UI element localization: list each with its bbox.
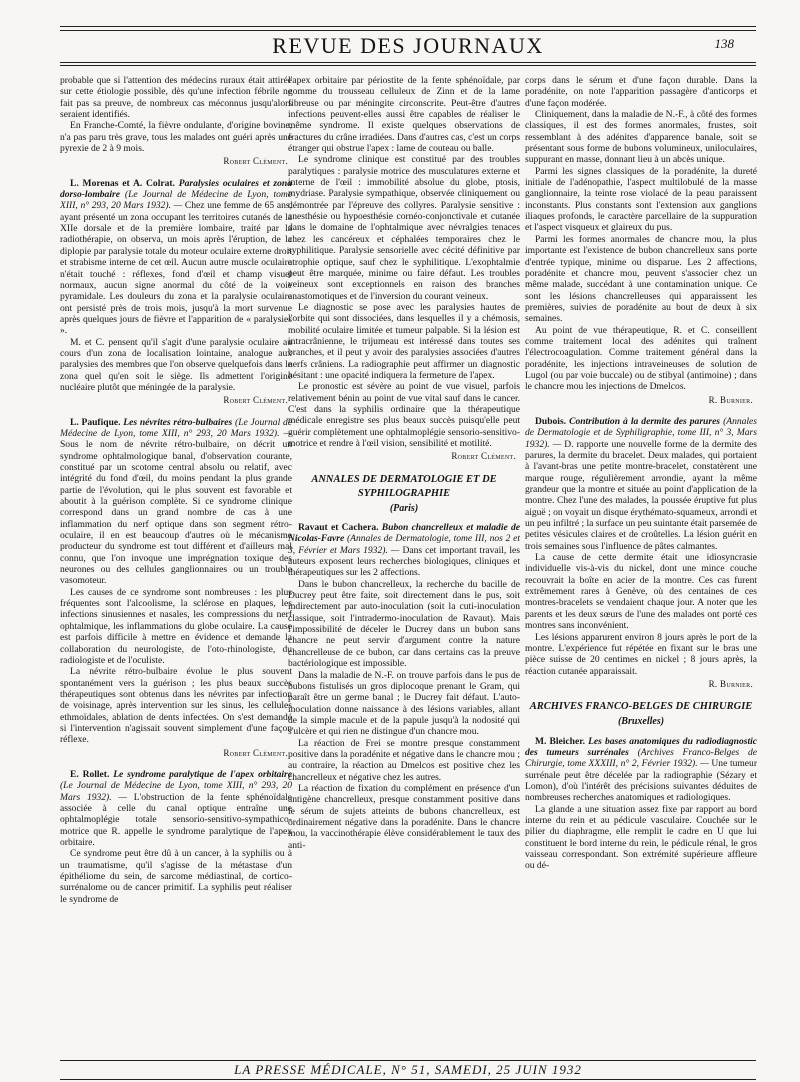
signature: Robert Clément.	[223, 156, 288, 167]
section-place: (Bruxelles)	[617, 716, 665, 728]
paragraph: Dans la maladie de N.-F. on trouve parfois dans le pus de bubons fistulisés un gros diplocoque prenant le Gram, qui paraît être un germe banal ; le Ducrey fait défaut. L'auto-inoculation donne naissance à des lésions variables, allant de la simple macule et de la papule jusqu'à la nodosité qui s'ulcère et qui rien ne distingue d'un chancre mou.	[288, 669, 520, 738]
article-reference: (Le Journal de Médecine de Lyon, tome XIII, n° 293, 20 Mars 1932). —	[60, 416, 292, 439]
article-text: Dans cet important travail, les auteurs exposent leurs recherches biologiques, cliniques et thérapeutiques sur les 2 affections.	[288, 544, 520, 579]
paragraph: Parmi les signes classiques de la poradénite, la dureté initiale de l'adénopathie, l'aspect multilobulé de la masse ganglionnaire, la teinte rose violacé de la peau paraissent inconstants. Plus constants sont l'extension aux ganglions iliaques profonds, le caractère parcellaire de la suppuration et l'aspect visqueux et glaireux du pus.	[525, 165, 757, 234]
signature: Robert Clément.	[223, 747, 288, 758]
paragraph: Le diagnostic se pose avec les paralysies hautes de l'orbite qui sont dissociées, dans lesquelles il y a chémosis, mobilité oculaire limitée et tumeur palpable. Si la lésion est intracrânienne, le trijumeau est intéressé dans toutes ses branches, et il peut y avoir des paralysies associées d'autres nerfs crâniens. La radiographie peut affirmer un diagnostic hésitant : une opacité indiquera la fermeture de l'apex.	[288, 301, 520, 381]
page-footer: LA PRESSE MÉDICALE, N° 51, SAMEDI, 25 JUIN 1932	[234, 1062, 582, 1077]
paragraph: La cause de cette dermite était une idiosyncrasie individuelle vis-à-vis du nickel, dont une mince couche recouvrait la boîte en acier de la montre. Ces cas furent extrêmement rares à Genève, où des centaines de ces montres-bracelets se vendaient chaque jour. A noter que les parents et les deux sœurs de l'une des malades ont porté ces montres sans inconvénient.	[525, 552, 757, 632]
article-header	[525, 736, 757, 804]
article-text: L'obstruction de la fente sphénoïdale associée à celle du canal optique entraîne une ophtalmoplégie totale sensorio-sensitivo-sympathico-motrice que R. appelle le syndrome paralytique de l'apex orbitaire.	[60, 791, 292, 848]
signature: R. Burnier.	[708, 678, 753, 689]
page-number: 138	[714, 36, 734, 51]
article-text: Une tumeur surrénale peut être décelée par la radiographie (Sézary et Lomon), d'où l'intérêt des précisions suivantes déduites de nombreuses recherches anatomiques et radiologiques.	[525, 758, 757, 804]
paragraph: Dans le bubon chancrelleux, la recherche du bacille de Ducrey peut être faite, soit directement dans le pus, soit indirectement par auto-inoculation (soit la cuti-inoculation classique, soit l'intradermo-inoculation de Ravaut). Mais l'impossibilité de déceler le Ducrey dans un bubon sans chancre ne peut servir d'argument contre la nature chancrelleuse de ce bubon, car dans certains cas la preuve bactériologique est impossible.	[288, 578, 520, 670]
article-authors: L. Paufique.	[70, 416, 121, 428]
paragraph: Les lésions apparurent environ 8 jours après le port de la montre. L'expérience fut répétée en fixant sur le bras une pièce suisse de 20 centimes en nickel ; 8 jours après, la réaction cutanée apparaissait.	[525, 631, 757, 677]
article-title: Contribution à la dermite des parures	[569, 415, 721, 427]
signature: Robert Clément.	[223, 395, 288, 406]
paragraph: En Franche-Comté, la fièvre ondulante, d'origine bovine, n'a pas paru très grave, tous les malades ont guéri après une pyrexie de 2 à 9 mois.	[60, 120, 292, 155]
footer-rule-bottom	[60, 1079, 756, 1080]
article-authors: Dubois.	[535, 415, 567, 427]
paragraph: La réaction de fixation du complément en présence d'un antigène chancrelleux, presque constamment positive dans le sérum de sujets atteints de bubons chancrelleux, est ordinairement négative dans la poradénite. Dans le chancre mou, la vaccinothérapie élève considérablement le taux des anti-	[288, 782, 520, 851]
article-title: Bubon chancrelleux et maladie de Nicolas-Favre	[288, 522, 520, 545]
paragraph: Parmi les formes anormales de chancre mou, la plus importante est l'existence de bubon chancrelleux sans porte d'entrée typique, minime ou disparue. Les 2 affections, poradénite et chancre mou, peuvent s'associer chez un même malade, succédant à une contamination unique. Ce sont les lésions chancrelleuses qui apparaissent les premières, suivies de poradénite au bout de deux à six semaines.	[525, 233, 757, 325]
paragraph: La réaction de Frei se montre presque constamment positive dans la poradénite et négative dans le chancre mou ; au contraire, la réaction au Dmelcos est positive chez les chancrelleux et négative chez les autres.	[288, 737, 520, 783]
paragraph: l'apex orbitaire par périostite de la fente sphénoïdale, par gomme du trousseau celluleux de Zinn et de la lame fibreuse ou par méningite circonscrite. Peut-être d'autres infections peuvent-elles aussi être capables de réaliser le même syndrome. Il existe quelques observations de fractures du crâne irradiées. Dans d'autres cas, c'est un corps étranger qui obstrue l'apex : lame de couteau ou balle.	[288, 75, 520, 155]
signature: Robert Clément.	[451, 451, 516, 462]
header-rule-top	[60, 26, 756, 27]
section-title: ANNALES DE DERMATOLOGIE ET DE SYPHILOGRAPHIE	[311, 473, 497, 499]
section-title: ARCHIVES FRANCO-BELGES DE CHIRURGIE	[529, 701, 753, 713]
article-title: Paralysies oculaires et zona dorso-lombaire	[60, 177, 292, 201]
column-3	[525, 75, 757, 1060]
article-reference: (Le Journal de Médecine de Lyon, tome XIII, n° 293, 20 Mars 1932). —	[60, 780, 292, 803]
article-authors: Ravaut et Cachera.	[298, 522, 379, 534]
paragraph: La névrite rétro-bulbaire évolue le plus souvent spontanément vers la guérison ; les plus beaux succès thérapeutiques sont obtenus dans les névrites par infection de voisinage, après intervention sur les sinus, les cellules ethmoïdales, ablation de dents infectées. On s'est demandé si l'intervention n'agissait souvent simplement d'une façon réflexe.	[60, 666, 292, 746]
section-place: (Paris)	[389, 502, 419, 514]
paragraph: corps dans le sérum et d'une façon durable. Dans la poradénite, on note l'apparition passagère d'anticorps et d'une façon modérée.	[525, 75, 757, 109]
header-rule-top-inner	[60, 30, 756, 31]
article-header	[288, 522, 520, 579]
article-reference: (Archives Franco-Belges de Chirurgie, tome XXXIII, n° 2, Février 1932). —	[525, 746, 757, 770]
paragraph: Ce syndrome peut être dû à un cancer, à la syphilis ou à un traumatisme, qu'il s'agisse de la métastase d'un épithéliome du sein, de sarcome médiastinal, de cortico-surrénalome ou de cancer primitif. La syphilis peut réaliser le syndrome de	[60, 848, 292, 905]
signature: R. Burnier.	[708, 394, 753, 405]
paragraph: Le syndrome clinique est constitué par des troubles paralytiques : paralysie motrice des musculatures externe et interne de l'œil : immobilité absolue du globe, ptosis, mydriase. Paralysie sympathique, observée cliniquement ou démontrée par l'épreuve des collyres. Paralysie sensitive : anesthésie ou hypoesthésie cornéo-conjonctivale et cutanée dans le domaine de l'ophtalmique avec névralgies tenaces chez les cancéreux et céphalées temporaires chez le syphilitique. Paralysie sensorielle avec cécité définitive par atrophie optique, sauf chez le syphilitique. L'exophtalmie peut être marquée, minime ou faire défaut. Les troubles veineux sont exceptionnels en raison des branches anastomotiques et de l'inversion du courant veineux.	[288, 154, 520, 302]
column-2	[288, 75, 520, 1060]
paragraph: Cliniquement, dans la maladie de N.-F., à côté des formes classiques, il est des formes anormales, frustes, soit ressemblant à des adénites d'apparence banale, soit se présentant sous forme de bubons volumineux, uniloculaires, suppurant en masse, donnant lieu à un abcès unique.	[525, 109, 757, 166]
article-authors: L. Morenas et A. Colrat.	[70, 177, 175, 189]
article-reference: (Annales de Dermatologie et de Syphiligraphie, tome III, n° 3, Mars 1932). —	[525, 415, 757, 450]
article-reference: (Le Journal de Médecine de Lyon, tome XIII, n° 293, 20 Mars 1932). —	[60, 189, 292, 212]
article-authors: E. Rollet.	[70, 768, 110, 780]
article-header	[60, 417, 292, 587]
article-header	[525, 416, 757, 552]
paragraph: probable que si l'attention des médecins ruraux était attirée sur cette étiologie possible, dès qu'une infection fébrile ne fait pas sa preuve, de nombreux cas méconnus jusqu'alors seraient identifiés.	[60, 75, 292, 121]
paragraph: M. et C. pensent qu'il s'agit d'une paralysie oculaire au cours d'un zona de localisation lointaine, analogue aux paralysies des membres que l'on observe quelquefois dans le zona quel qu'en soit le siège. Ils admettent l'origine nucléaire plutôt que méningée de la paralysie.	[60, 336, 292, 393]
article-title: Les névrites rétro-bulbaires	[123, 416, 233, 428]
article-authors: M. Bleicher.	[535, 735, 585, 747]
article-text: Chez une femme de 65 ans, ayant présenté un zona occupant les territoires cutanés de la XIIe dorsale et de la première lombaire, traité par la radiothérapie, on observa, un mois après l'éruption, de la diplopie par paralysie totale du moteur oculaire externe droit et strabisme interne de cet œil. Aucun autre muscle oculaire n'était touché : réflexes, fond d'œil et champ visuel normaux, aucun signe anormal du côté de la voie pyramidale. Les douleurs du zona et la paralysie oculaire ont persisté près de trois mois, jusqu'à la mort survenue après quelques jours de fièvre et l'apparition de « paralysies ».	[60, 200, 292, 337]
column-1	[60, 75, 292, 1060]
article-header	[60, 178, 292, 337]
paragraph: Le pronostic est sévère au point de vue visuel, parfois relativement bénin au point de vue vital sauf dans le cancer. C'est dans la syphilis ordinaire que la thérapeutique médicale enregistre ses plus beaux succès puisqu'elle peut guérir complètement une ophtalmoplégie sensorio-sensitivo-motrice et rendre à l'œil vision, sensibilité et motilité.	[288, 381, 520, 449]
article-title: Le syndrome paralytique de l'apex orbitaire	[113, 768, 292, 780]
article-header	[60, 769, 292, 848]
page-title: REVUE DES JOURNAUX	[272, 33, 544, 58]
article-text: Sous le nom de névrite rétro-bulbaire, on décrit un syndrome ophtalmologique banal, d'observation courante, constitué par un scotome central absolu ou relatif, avec intégrité du fond d'œil, du moins pendant la plus grande partie de l'évolution, qui le plus souvent est favorable et aboutit à la guérison complète. Si ce syndrome clinique correspond dans un grand nombre de cas à une inflammation du nerf optique dans son segment rétro-oculaire, il en est beaucoup d'autres où le mécanisme producteur du syndrome est tout différent et d'ailleurs mal connu, que l'on invoque une imprégnation toxique des neurones ou des cellules ganglionnaires ou un trouble vasomoteur.	[60, 439, 292, 587]
paragraph: Au point de vue thérapeutique, R. et C. conseillent comme traitement local des adénites qui traînent l'électrocoagulation. Comme traitement général dans la poradénite, les injections intraveineuses de solution de Lugol (ou par voie buccale) ou de stibyal (antimoine) ; dans le chancre mou les injections de Dmelcos.	[525, 324, 757, 393]
masthead	[60, 33, 756, 61]
article-text: D. rapporte une nouvelle forme de la dermite des parures, la dermite du bracelet. Deux malades, qui portaient à l'avant-bras une petite montre-bracelet, constatèrent une marque rouge, régulièrement arrondie, ayant la même grandeur que la montre et située au point d'application de la montre. Chez l'une des malades, la poussée éruptive fut plus aiguë ; on voyait un disque érythémato-squameux, arrondi et un peu infiltré ; la surface un peu suintante était parsemée de petites vésicules claires et de croûtelles. La lésion guérit en trois semaines sous l'influence de pâtes calmantes.	[525, 438, 757, 552]
header-rule-bottom-inner	[60, 65, 756, 66]
footer-rule-top	[60, 1060, 756, 1061]
paragraph: Les causes de ce syndrome sont nombreuses : les plus fréquentes sont l'alcoolisme, la sclérose en plaques, les infections sinusiennes et nasales, les compressions du nerf ophtalmique, les inflammations du globe oculaire. La cause est parfois difficile à mettre en évidence et demande la collaboration du neurologiste, de l'oto-rhinologiste, du radiologiste et de l'oculiste.	[60, 586, 292, 666]
paragraph: La glande a une situation assez fixe par rapport au bord interne du rein et au pédicule vasculaire. Couchée sur le pilier du diaphragme, elle remplit le cadre en U que lui constituent le bord interne du rein, le pédicule rénal, le gros vaisseau correspondant. Son extrémité supérieure affleure ou dé-	[525, 803, 757, 872]
article-title: Les bases anatomiques du radiodiagnostic des tumeurs surrénales	[525, 735, 757, 758]
article-reference: (Annales de Dermatologie, tome III, nos 2 et 3, Février et Mars 1932). —	[288, 533, 520, 556]
header-rule-bottom	[60, 62, 756, 63]
